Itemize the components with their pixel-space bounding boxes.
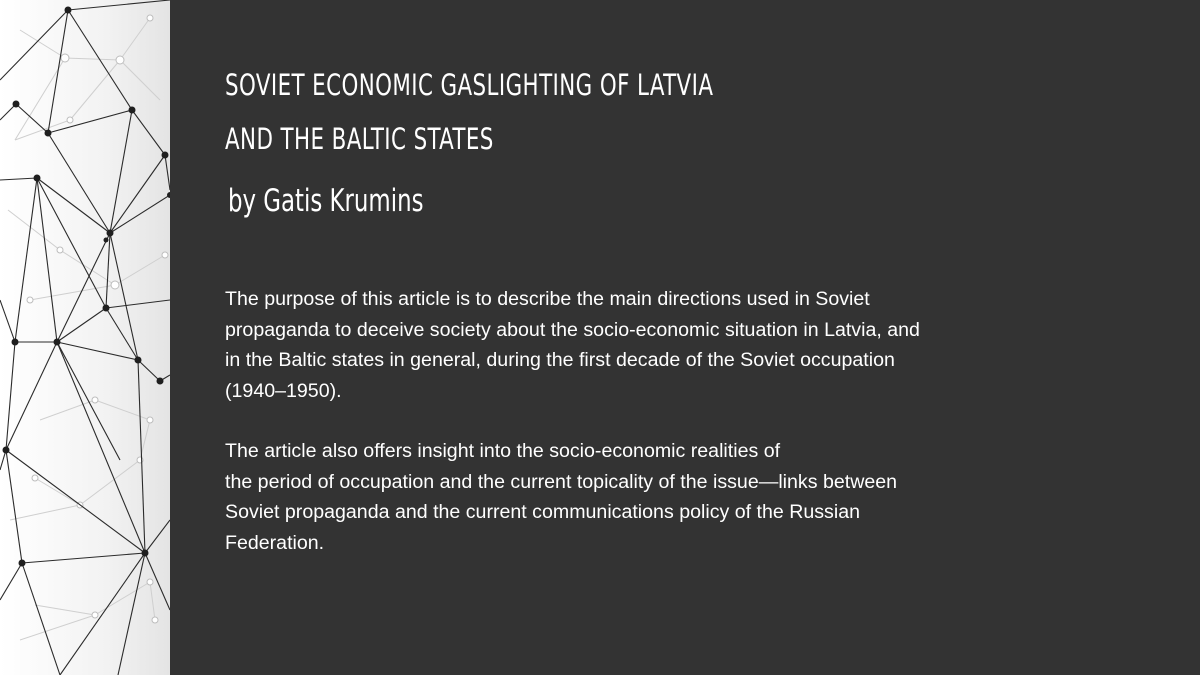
faint-network-lines bbox=[8, 18, 165, 640]
summary-paragraph-2 bbox=[225, 436, 897, 558]
dark-network-nodes bbox=[3, 7, 171, 567]
paragraph-2-line: Soviet propaganda and the current communications policy of the Russian bbox=[225, 501, 860, 523]
title-line-1: SOVIET ECONOMIC GASLIGHTING OF LATVIA bbox=[225, 68, 714, 102]
author-byline: by Gatis Krumins bbox=[228, 183, 424, 219]
faint-network-nodes bbox=[27, 15, 168, 623]
title-line-2: AND THE BALTIC STATES bbox=[225, 122, 494, 156]
article-title bbox=[225, 58, 713, 166]
article-intro-panel bbox=[170, 0, 1200, 675]
paragraph-1-line: (1940–1950). bbox=[225, 379, 342, 402]
paragraph-1-line: propaganda to deceive society about the socio-economic situation in Latvia, and bbox=[225, 318, 920, 341]
paragraph-2-line: Federation. bbox=[225, 531, 325, 554]
paragraph-1-line: in the Baltic states in general, during the first decade of the Soviet occupation bbox=[225, 349, 895, 371]
network-graph-illustration bbox=[0, 0, 170, 675]
decorative-network-panel bbox=[0, 0, 170, 675]
paragraph-1-line: The purpose of this article is to describe the main directions used in Soviet bbox=[225, 288, 870, 310]
summary-paragraph-1 bbox=[225, 284, 920, 406]
paragraph-2-line: the period of occupation and the current topicality of the issue—links between bbox=[225, 470, 898, 493]
paragraph-2-line: The article also offers insight into the socio-economic realities of bbox=[225, 440, 781, 462]
